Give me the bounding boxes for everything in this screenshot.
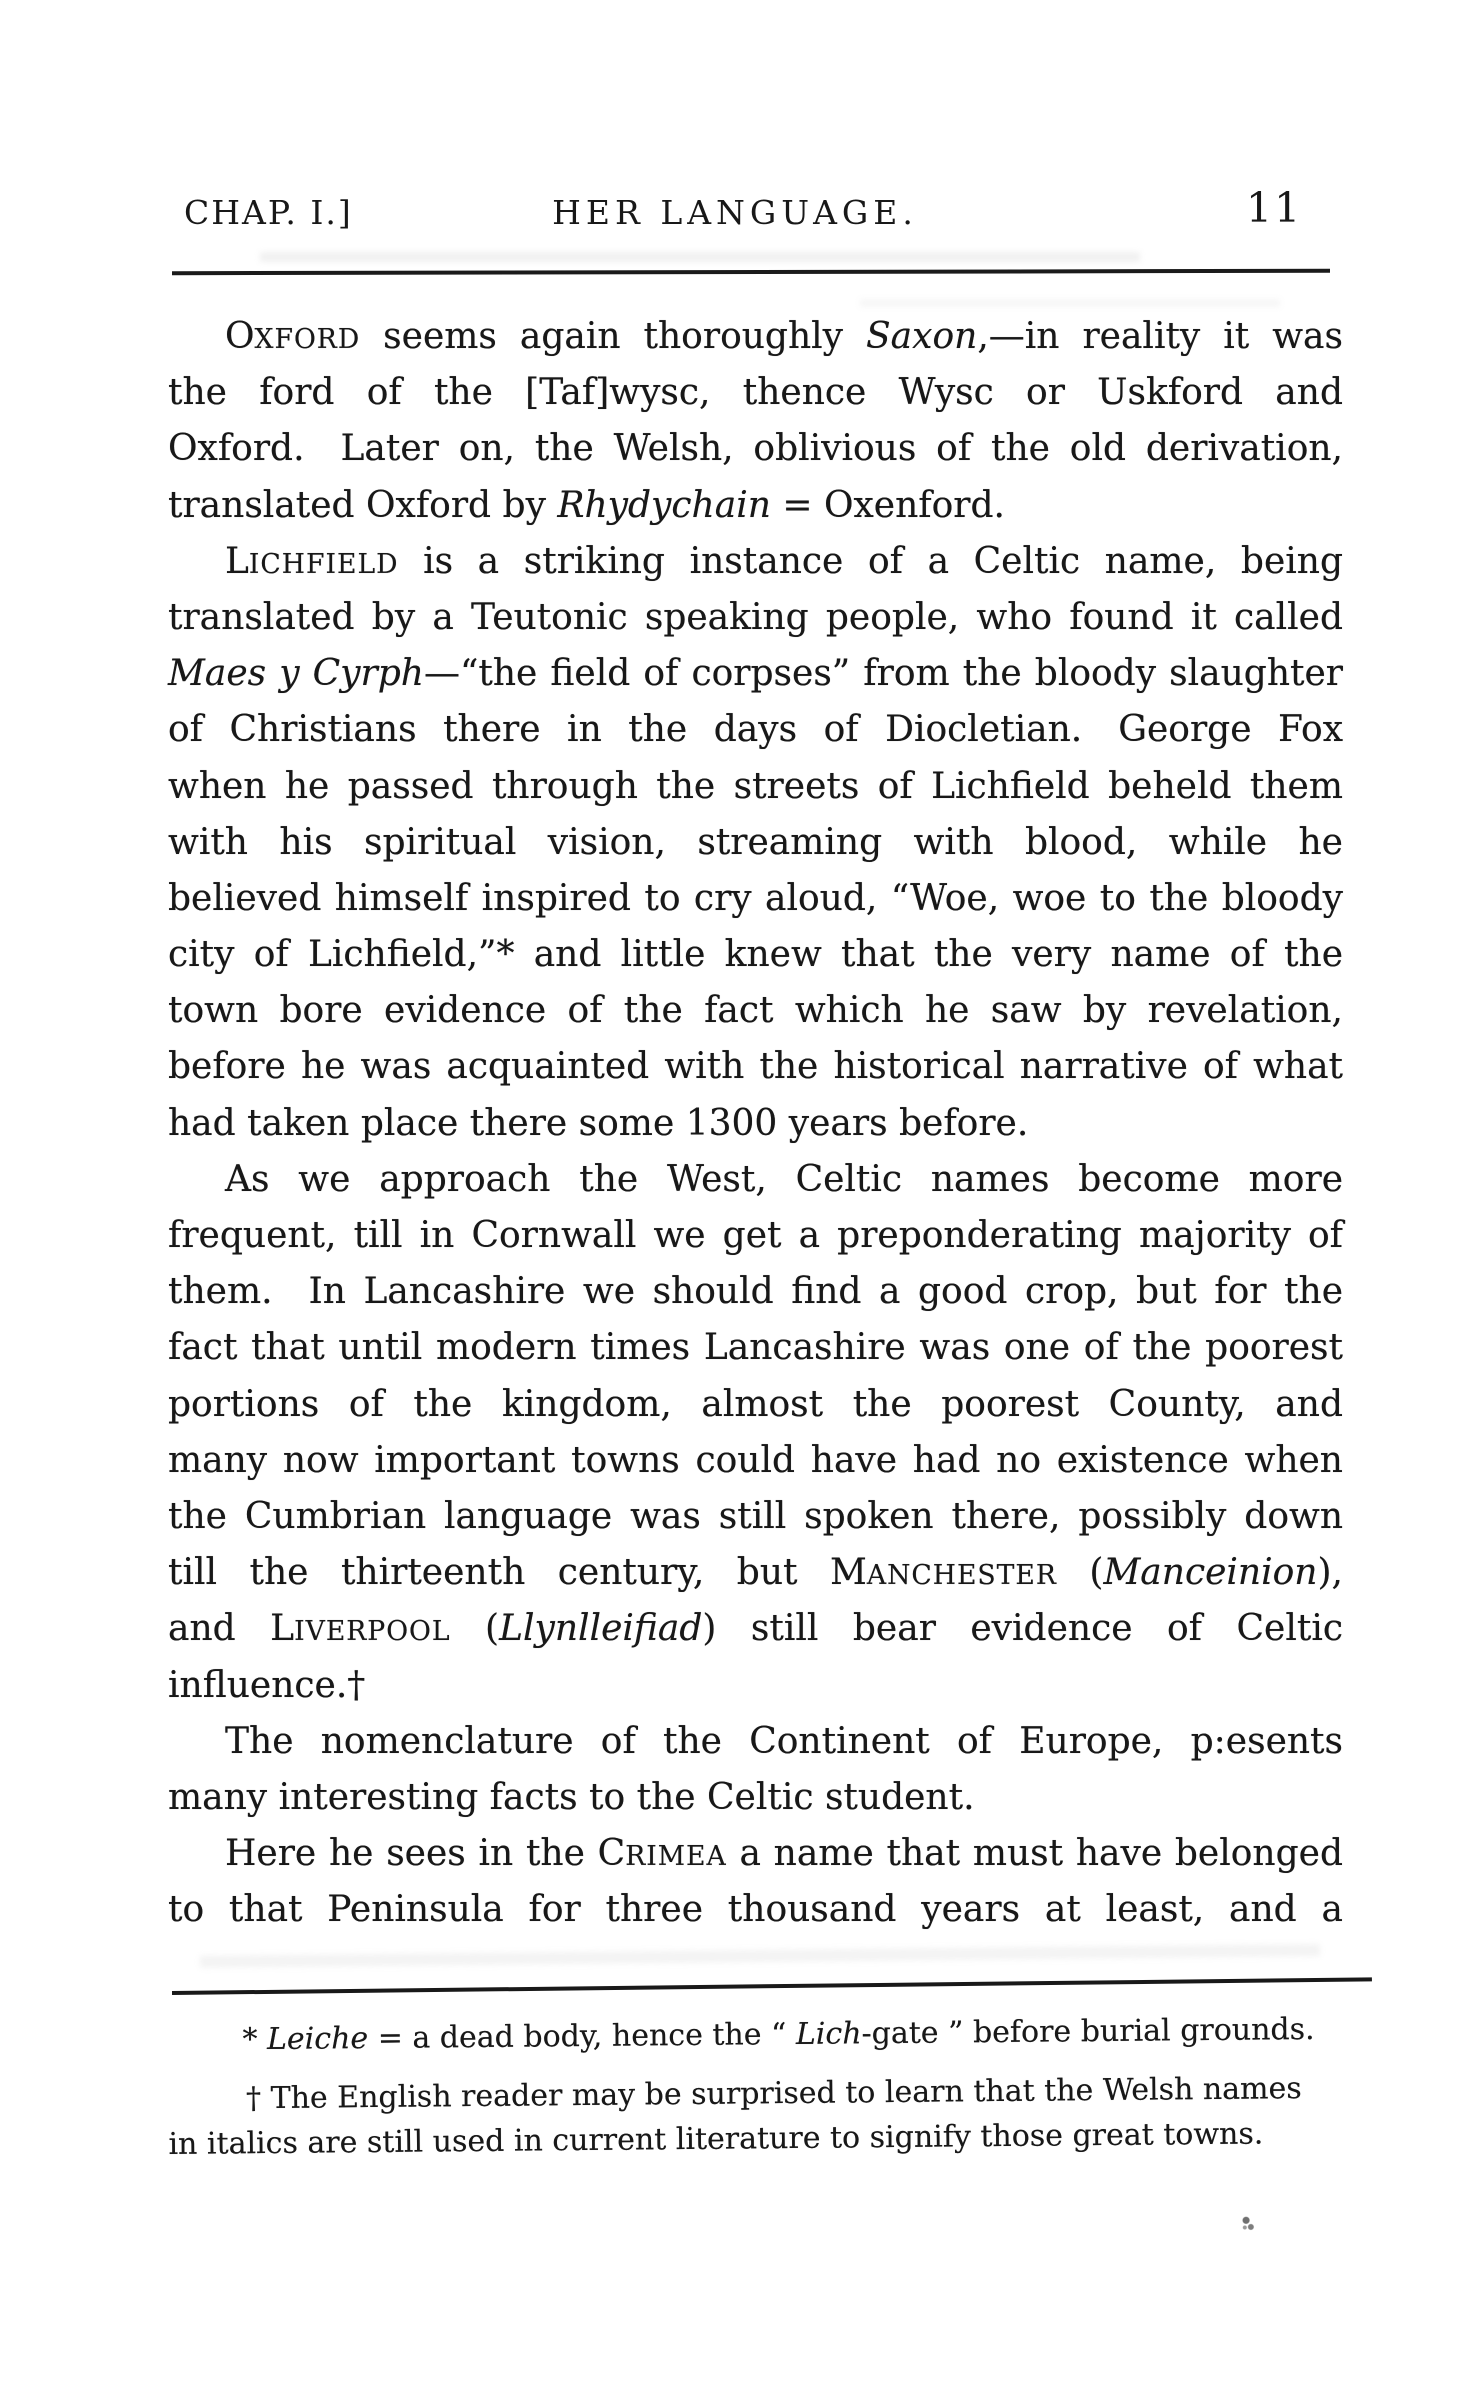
- text-segment: till the thirteenth century, but M: [168, 1552, 867, 1594]
- text-segment: portions of the kingdom, almost the poorest County, and: [168, 1383, 1343, 1425]
- text-segment: The nomenclature of the Continent of Europe, p:esents: [225, 1720, 1343, 1762]
- text-segment: the Cumbrian language was still spoken there, possibly down: [168, 1495, 1343, 1537]
- text-line: [168, 1377, 1343, 1433]
- text-line: [168, 1601, 1343, 1657]
- text-segment: Here he sees in the C: [225, 1833, 626, 1875]
- text-segment: As we approach the West, Celtic names become more: [225, 1158, 1343, 1200]
- text-segment: influence.†: [168, 1664, 366, 1706]
- text-segment: before he was acquainted with the historical narrative of what: [168, 1046, 1343, 1088]
- text-segment: (: [1056, 1552, 1104, 1594]
- text-line: [168, 1545, 1343, 1601]
- small-caps-text: RIMEA: [625, 1841, 727, 1873]
- text-segment: town bore evidence of the fact which he saw by revelation,: [168, 990, 1343, 1032]
- text-segment: translated Oxford by: [168, 484, 558, 526]
- text-segment: believed himself inspired to cry aloud, “Woe, woe to the bloody: [168, 877, 1343, 919]
- scan-artifact: [260, 252, 1140, 262]
- text-line: [168, 478, 1343, 534]
- text-segment: = a dead body, hence the “: [368, 2016, 797, 2057]
- text-segment: *: [242, 2022, 268, 2058]
- text-line: [168, 1039, 1343, 1095]
- text-line: [168, 309, 1343, 365]
- text-line: [168, 983, 1343, 1039]
- text-line: [168, 871, 1343, 927]
- text-segment: when he passed through the streets of Lichfield beheld them: [168, 765, 1343, 807]
- small-caps-text: IVERPOOL: [294, 1616, 451, 1648]
- text-line: [168, 1433, 1343, 1489]
- text-line: [168, 1882, 1343, 1938]
- text-segment: L: [225, 540, 249, 582]
- italic-text: Leiche: [266, 2021, 369, 2058]
- text-segment: with his spiritual vision, streaming with blood, while he: [168, 821, 1343, 863]
- page-number: 11: [1246, 184, 1303, 232]
- text-segment: ) still bear evidence of Celtic: [702, 1608, 1343, 1650]
- small-caps-text: ANCHESTER: [866, 1560, 1057, 1592]
- text-segment: is a striking instance of a Celtic name, being: [398, 540, 1343, 582]
- text-segment: = Oxenford.: [770, 484, 1005, 526]
- text-segment: and L: [168, 1608, 295, 1650]
- ink-smudge: [1240, 2214, 1256, 2232]
- text-segment: ,—in reality it was: [977, 316, 1343, 357]
- text-line: [168, 365, 1343, 421]
- text-segment: to that Peninsula for three thousand years at least, and a: [168, 1889, 1343, 1931]
- text-segment: of Christians there in the days of Diocletian. George Fox: [168, 709, 1343, 751]
- text-line: [168, 1714, 1343, 1770]
- scan-artifact: [860, 299, 1280, 307]
- text-segment: the ford of the [Taf]wysc, thence Wysc or Uskford and: [168, 372, 1343, 414]
- text-line: [168, 646, 1343, 702]
- text-line: [168, 590, 1343, 646]
- text-segment: -gate ” before burial grounds.: [861, 2011, 1315, 2052]
- footnote-rule: [172, 1977, 1372, 1994]
- text-segment: many interesting facts to the Celtic student.: [168, 1776, 975, 1818]
- text-segment: seems again thoroughly: [360, 316, 867, 357]
- text-line: [168, 1489, 1343, 1545]
- page-running-title: HER LANGUAGE.: [552, 193, 918, 232]
- text-segment: fact that until modern times Lancashire was one of the poorest: [168, 1327, 1343, 1369]
- text-segment: —“the field of corpses” from the bloody slaughter: [423, 653, 1343, 695]
- text-segment: ),: [1317, 1552, 1343, 1594]
- footnote-text: [167, 2007, 1348, 2167]
- text-line: [168, 815, 1343, 871]
- body-text: [168, 309, 1343, 1938]
- text-line: [168, 702, 1343, 758]
- text-line: [168, 1658, 1343, 1714]
- italic-text: Llynlleifiad: [499, 1608, 703, 1650]
- text-line: [168, 759, 1343, 815]
- text-line: [168, 1264, 1343, 1320]
- text-line: [168, 1320, 1343, 1376]
- italic-text: Manceinion: [1103, 1552, 1318, 1594]
- text-line: [168, 1096, 1343, 1152]
- text-segment: (: [450, 1608, 500, 1650]
- text-line: [168, 1770, 1343, 1826]
- text-segment: city of Lichfield,”* and little knew that the very name of the: [168, 934, 1343, 976]
- scan-artifact: [200, 1944, 1320, 1968]
- text-line: [168, 421, 1343, 477]
- italic-text: Lich: [795, 2016, 862, 2052]
- italic-text: Saxon: [866, 316, 978, 357]
- text-segment: O: [225, 316, 255, 357]
- header-chapter-label: CHAP. I.]: [184, 193, 353, 232]
- text-segment: had taken place there some 1300 years before.: [168, 1102, 1029, 1144]
- text-segment: many now important towns could have had no existence when: [168, 1439, 1343, 1481]
- small-caps-text: XFORD: [254, 324, 361, 355]
- text-segment: a name that must have belonged: [726, 1833, 1343, 1875]
- small-caps-text: ICHFIELD: [248, 548, 399, 580]
- text-segment: translated by a Teutonic speaking people, who found it called: [168, 596, 1343, 638]
- italic-text: Rhydychain: [557, 484, 771, 526]
- text-segment: frequent, till in Cornwall we get a preponderating majority of: [168, 1215, 1343, 1256]
- italic-text: Maes y Cyrph: [168, 653, 424, 695]
- text-segment: them. In Lancashire we should find a good crop, but for the: [168, 1271, 1343, 1313]
- text-segment: in italics are still used in current literature to signify those great towns.: [168, 2116, 1264, 2162]
- text-line: [168, 1152, 1343, 1208]
- text-segment: Oxford. Later on, the Welsh, oblivious of the old derivation,: [168, 428, 1343, 470]
- text-line: [168, 927, 1343, 983]
- text-segment: † The English reader may be surprised to learn that the Welsh names: [245, 2071, 1302, 2117]
- text-line: [168, 534, 1343, 590]
- header-rule: [172, 269, 1330, 275]
- text-line: [168, 1208, 1343, 1264]
- text-line: [168, 1826, 1343, 1882]
- text-line: [167, 2007, 1347, 2063]
